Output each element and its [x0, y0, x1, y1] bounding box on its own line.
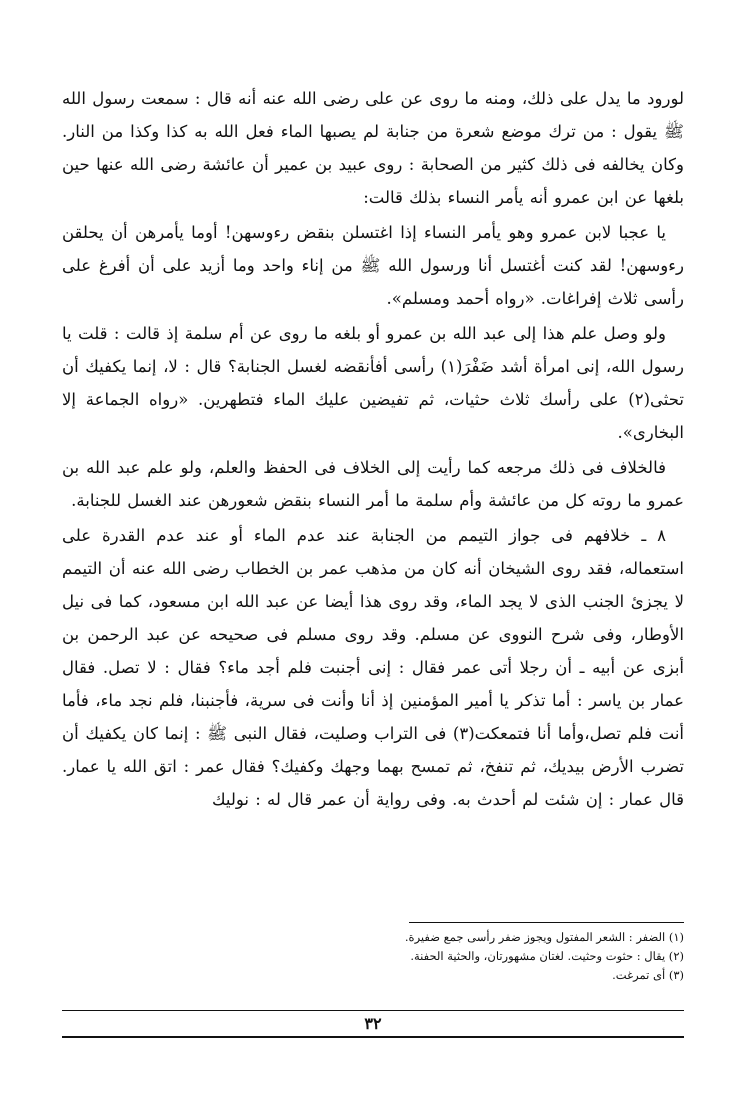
footnotes — [62, 928, 684, 985]
footnote-1: (١) الضفر : الشعر المفتول ويجوز ضفر رأسى جمع ضفيرة. — [404, 930, 684, 944]
page-footer-rule-top — [62, 1010, 684, 1011]
paragraph-4: فالخلاف فى ذلك مرجعه كما رأيت إلى الخلاف فى الحفظ والعلم، ولو علم عبد الله بن عمرو ما روته كل من عائشة وأم سلمة ما أمر النساء بنقض شعورهن عند الغسل للجنابة. — [62, 458, 684, 510]
body-text — [62, 82, 684, 816]
book-page — [62, 82, 684, 1042]
paragraph-1: لورود ما يدل على ذلك، ومنه ما روى عن على رضى الله عنه أنه قال : سمعت رسول الله ﷺ يقول : من ترك موضع شعرة من جنابة لم يصبها الماء فعل الله به كذا وكذا من النار. وكان يخالفه فى ذلك كثير من الصحابة : روى عبيد بن عمير أن عائشة رضى الله عنها حين بلغها عن ابن عمرو أنه يأمر النساء بذلك قالت: — [62, 89, 684, 207]
paragraph-3: ولو وصل علم هذا إلى عبد الله بن عمرو أو بلغه ما روى عن أم سلمة إذ قالت : قلت يا رسول الله، إنى امرأة أشد ضَفْرَ(١) رأسى أفأنقضه لغسل الجنابة؟ قال : لا، إنما يكفيك أن تحثى(٢) على رأسك ثلاث حثيات، ثم تفيضين عليك الماء فتطهرين. «رواه الجماعة إلا البخارى». — [62, 324, 684, 442]
paragraph-5: ٨ ـ خلافهم فى جواز التيمم من الجنابة عند عدم الماء أو عند عدم القدرة على استعماله، فقد روى الشيخان أنه كان من مذهب عمر بن الخطاب رضى الله عنه أن التيمم لا يجزئ الجنب الذى لا يجد الماء، وقد روى هذا أيضا عن عبد الله ابن مسعود، كما فى نيل الأوطار، وفى شرح النووى عن مسلم. وقد روى مسلم فى صحيحه عن عبد الرحمن بن أبزى عن أبيه ـ أن رجلا أتى عمر فقال : إنى أجنبت فلم أجد ماء؟ فقال : لا تصل. فقال عمار بن ياسر : أما تذكر يا أمير المؤمنين إذ أنا وأنت فى سرية، فأجنبنا، فلم نجد ماء، فأما أنت فلم تصل،وأما أنا فتمعكت(٣) فى التراب وصليت، فقال النبى ﷺ : إنما كان يكفيك أن تضرب الأرض بيديك، ثم تنفخ، ثم تمسح بهما وجهك وكفيك؟ فقال عمر : اتق الله يا عمار. قال عمار : إن شئت لم أحدث به. وفى رواية أن عمر قال له : نوليك — [62, 526, 684, 809]
footnote-3: (٣) أى تمرغت. — [612, 968, 684, 982]
page-number: ٣٢ — [364, 1014, 382, 1033]
paragraph-2: يا عجبا لابن عمرو وهو يأمر النساء إذا اغتسلن بنقض رءوسهن! أوما يأمرهن أن يحلقن رءوسهن! لقد كنت أغتسل أنا ورسول الله ﷺ من إناء واحد وما أزيد على أن أفرغ على رأسى ثلاث إفراغات. «رواه أحمد ومسلم». — [62, 223, 684, 308]
footnote-2: (٢) يقال : حثوت وحثيت. لغتان مشهورتان، والحثية الحفنة. — [410, 949, 684, 963]
footnote-divider — [409, 922, 684, 923]
page-footer-rule-bottom — [62, 1036, 684, 1038]
